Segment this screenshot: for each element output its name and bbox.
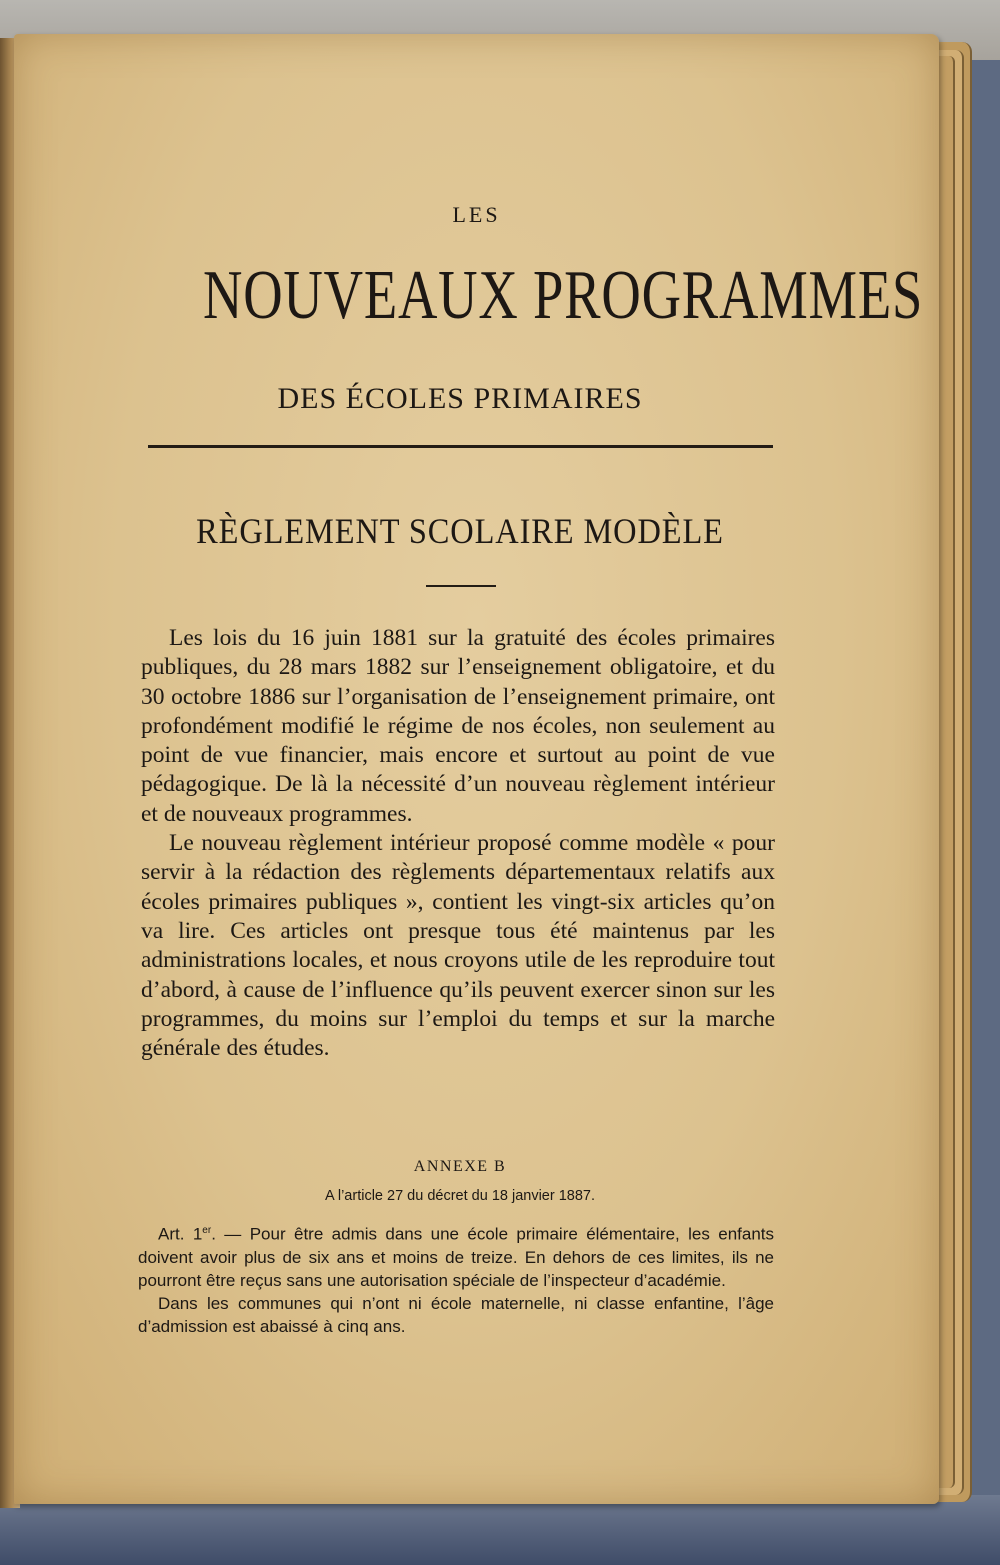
section-heading: RÈGLEMENT SCOLAIRE MODÈLE	[196, 511, 724, 551]
article-paragraph: Dans les communes qui n’ont ni école maternelle, ni classe enfantine, l’âge d’admission est abaissé à cinq ans.	[138, 1293, 774, 1336]
section-divider	[426, 585, 496, 587]
book-page	[14, 34, 939, 1504]
title-divider	[148, 445, 773, 448]
body-paragraph: Les lois du 16 juin 1881 sur la gratuité des écoles primaires publiques, du 28 mars 1882 sur l’enseignement obligatoire, et du 30 octobre 1886 sur l’organisation de l’enseignement primaire, ont profondément modifié le régime de nos écoles, non seulement au point de vue financier, mais encore et surtout au point de vue pédagogique. De là la nécessité d’un nouveau règlement intérieur et de nouveaux programmes.	[141, 625, 775, 827]
article-label-sup: er	[202, 1225, 212, 1236]
article-label: Art. 1	[158, 1224, 203, 1244]
body-paragraph: Le nouveau règlement intérieur proposé comme modèle « pour servir à la rédaction des règlements départementaux relatifs aux écoles primaires publiques », contient les vingt-six articles qu’on va lire. Ces articles ont presque tous été maintenus par les administrations locales, et nous croyons utile de les reproduire tout d’abord, à cause de l’influence qu’ils peuvent exercer sinon sur les programmes, du moins sur l’emploi du temps et sur la marche générale des études.	[141, 830, 775, 1062]
annexe-heading: ANNEXE B	[413, 1158, 507, 1175]
title-article: LES	[452, 202, 501, 227]
article-paragraph	[138, 1219, 774, 1292]
body-text	[141, 624, 775, 1063]
article-body: . — Pour être admis dans une école primaire élémentaire, les enfants doivent avoir plus de six ans et moins de treize. En dehors de ces limites, ils ne pourront être reçus sans une autorisation spéciale de l’inspecteur d’académie.	[138, 1224, 775, 1290]
background-bottom	[0, 1495, 1000, 1565]
article-text	[138, 1219, 774, 1338]
page-title: NOUVEAUX PROGRAMMES	[203, 257, 924, 334]
annexe-reference: A l’article 27 du décret du 18 janvier 1887.	[324, 1188, 596, 1204]
page-subtitle: DES ÉCOLES PRIMAIRES	[277, 382, 643, 415]
